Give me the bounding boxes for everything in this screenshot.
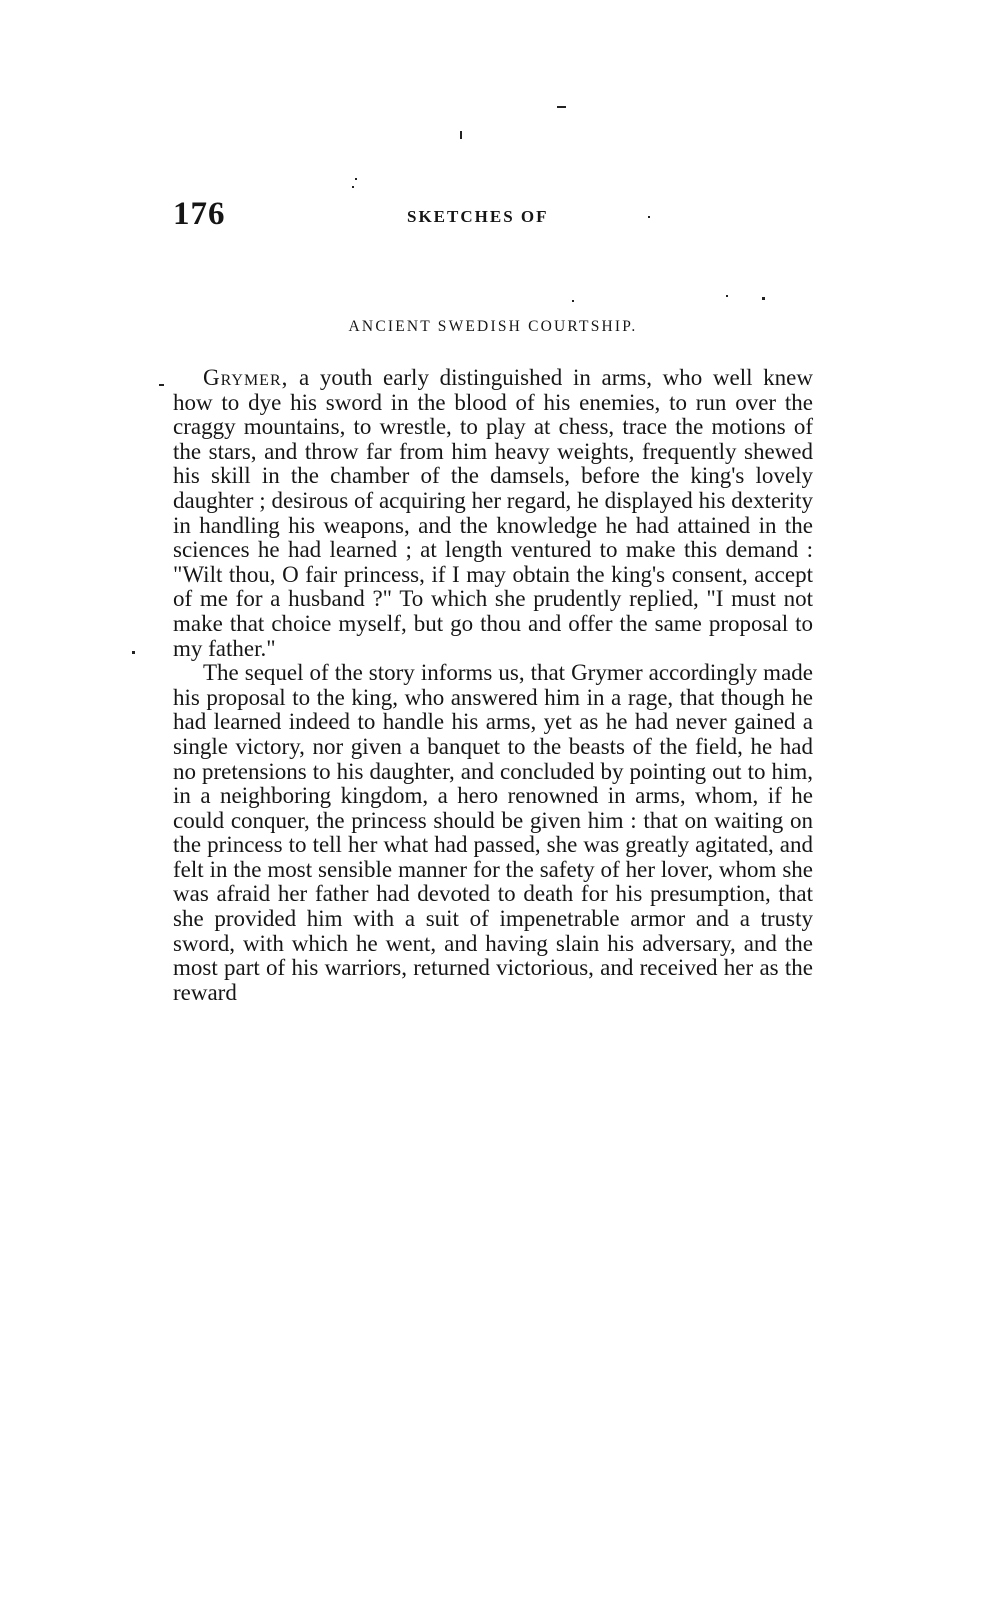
scan-speck: [355, 178, 357, 180]
body-text: [173, 366, 813, 1005]
scan-speck: [132, 651, 135, 654]
scan-speck: [762, 297, 765, 300]
section-title: ANCIENT SWEDISH COURTSHIP.: [348, 318, 638, 335]
paragraph: [173, 661, 813, 1005]
running-head: SKETCHES OF: [407, 207, 549, 226]
scan-speck: [572, 300, 574, 302]
paragraph-text: a youth early distinguished in arms, who well knew how to dye his sword in the blood of his enemies, to run over the craggy mountains, to wrestle, to play at chess, trace the motions of the stars, and throw far from him heavy weights, frequently shewed his skill in the chamber of the damsels, before the king's lovely daughter ; desirous of acquiring her regard, he displayed his dexterity in handling his weapons, and the knowledge he had attained in the sciences he had learned ; at length ventured to make this demand : "Wilt thou, O fair princess, if I may obtain the king's consent, accept of me for a husband ?" To which she prudently replied, "I must not make that choice myself, but go thou and offer the same proposal to my father.": [173, 365, 813, 661]
page-number: 176: [173, 196, 226, 232]
scan-speck: [159, 384, 164, 386]
page-header: [173, 196, 643, 236]
scan-speck: [352, 186, 354, 188]
scan-speck: [648, 216, 650, 218]
scan-speck: [460, 131, 462, 139]
scan-speck: [726, 295, 728, 297]
paragraph-text: The sequel of the story informs us, that Grymer accordingly made his proposal to the king, who answered him in a rage, that though he had learned indeed to handle his arms, yet as he had never gained a single victory, nor given a banquet to the beasts of the field, he had no pretensions to his daughter, and concluded by pointing out to him, in a neighboring kingdom, a hero renowned in arms, whom, if he could conquer, the princess should be given him : that on waiting on the princess to tell her what had passed, she was greatly agitated, and felt in the most sensible manner for the safety of her lover, whom she was afraid her father had devoted to death for his presumption, that she provided him with a suit of impenetrable armor and a trusty sword, with which he went, and having slain his adversary, and the most part of his warriors, returned victorious, and received her as the reward: [173, 660, 813, 1005]
paragraph: [173, 366, 813, 661]
paragraph-lead: Grymer,: [203, 365, 289, 390]
scan-speck: [557, 106, 566, 108]
